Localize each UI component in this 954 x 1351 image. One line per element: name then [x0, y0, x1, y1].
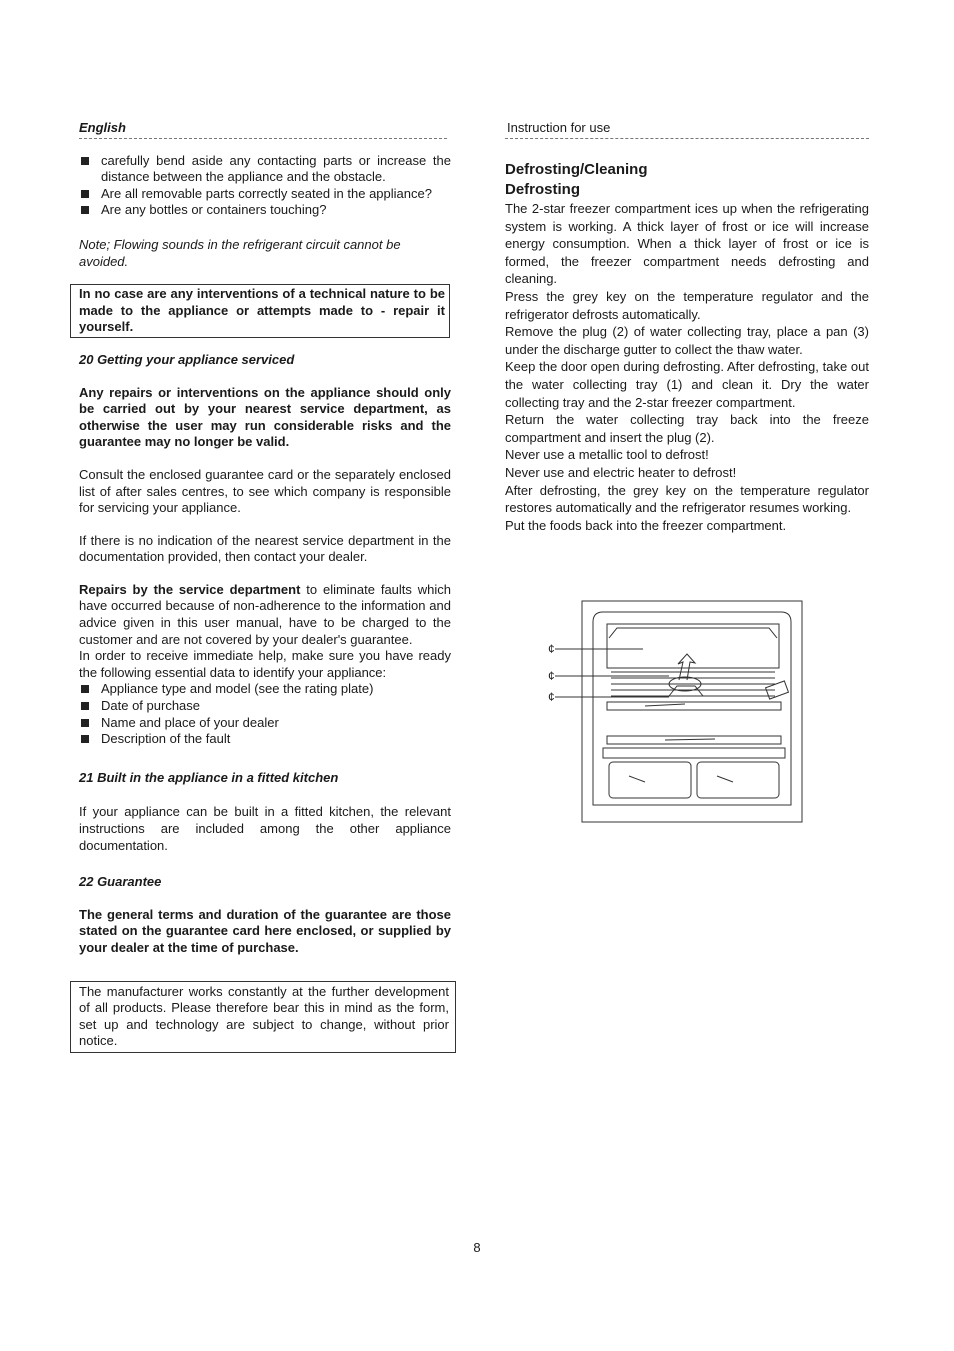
- list-item: Name and place of your dealer: [79, 715, 451, 732]
- paragraph: Return the water collecting tray back into the freeze compartment and insert the plug (2).: [505, 412, 869, 445]
- section-20-title: 20 Getting your appliance serviced: [79, 351, 295, 367]
- paragraph: After defrosting, the grey key on the temperature regulator restores automatically and the refrigerator resumes working.: [505, 482, 869, 516]
- page-number: 8: [473, 1240, 481, 1255]
- section-20-paragraph: [79, 582, 451, 648]
- section-22-terms: The general terms and duration of the guarantee are those stated on the guarantee card here enclosed, or supplied by your dealer at the time of purchase.: [79, 906, 451, 955]
- notice-box: The manufacturer works constantly at the further development of all products. Please therefore bear this in mind as the form, set up and technology are subject to change, without prior notice.: [70, 981, 456, 1053]
- crisper-drawer-right: [697, 762, 779, 798]
- essential-data-list: [79, 681, 451, 747]
- section-21-title: 21 Built in the appliance in a fitted kitchen: [79, 769, 339, 785]
- list-item: Are any bottles or containers touching?: [79, 202, 451, 219]
- left-column: [79, 120, 451, 1053]
- crisper-cover: [603, 748, 785, 758]
- shelf-2: [607, 736, 781, 744]
- refrigerator-diagram: [545, 600, 805, 825]
- section-22-title: 22 Guarantee: [79, 874, 162, 890]
- repairs-lead: Repairs by the service department: [79, 581, 301, 597]
- paragraph: The 2-star freezer compartment ices up when the refrigerating system is working. A thick layer of frost or ice will increase energy consumption. When a thick layer of frost or ice is formed, the freezer compartment needs defrosting and cleaning.: [505, 201, 869, 287]
- section-21-paragraph: If your appliance can be built in a fitted kitchen, the relevant instructions are included among the other appliance documentation.: [79, 804, 451, 853]
- list-item: carefully bend aside any contacting parts or increase the distance between the appliance and the obstacle.: [79, 153, 451, 186]
- section-20-paragraph: If there is no indication of the nearest service department in the documentation provided, then contact your dealer.: [79, 532, 451, 565]
- callout-3: ¢: [548, 690, 555, 704]
- crisper-drawer-left: [609, 762, 691, 798]
- list-item: Date of purchase: [79, 698, 451, 715]
- paragraph: Press the grey key on the temperature regulator and the refrigerator defrosts automatically.: [505, 288, 869, 322]
- shelf-1: [607, 702, 781, 710]
- paragraph: Never use a metallic tool to defrost!: [505, 447, 709, 463]
- refrigerator-illustration: [545, 600, 805, 825]
- callout-1: ¢: [548, 642, 555, 656]
- note-text: Note; Flowing sounds in the refrigerant circuit cannot be avoided.: [79, 236, 401, 269]
- warning-box: In no case are any interventions of a technical nature to be made to the appliance or attempts made to - repair it yourself.: [70, 284, 450, 338]
- callout-2: ¢: [548, 669, 555, 683]
- language-header: English: [79, 120, 447, 139]
- paragraph: Keep the door open during defrosting. After defrosting, take out the water collecting tray (1) and clean it. Dry the water collecting tray and the 2-star freezer compartment.: [505, 359, 869, 410]
- section-20-paragraph: Consult the enclosed guarantee card or the separately enclosed list of after sales centres, to see which company is responsible for servicing your appliance.: [79, 466, 451, 516]
- section-title: Defrosting/Cleaning: [505, 161, 648, 178]
- list-item: Are all removable parts correctly seated in the appliance?: [79, 186, 451, 203]
- fridge-inner-cavity: [593, 612, 791, 805]
- right-column: [505, 120, 869, 534]
- list-item: Appliance type and model (see the rating plate): [79, 681, 451, 698]
- instruction-header: Instruction for use: [505, 120, 869, 139]
- list-item: Description of the fault: [79, 731, 451, 748]
- fridge-outer-frame: [582, 601, 802, 822]
- section-subtitle: Defrosting: [505, 181, 580, 198]
- repairs-text: to eliminate faults which have occurred because of non-adherence to the information and advice given in this user manual, have to be charged to the customer and are not covered by your dealer's guarantee.: [79, 581, 452, 647]
- paragraph: Put the foods back into the freezer compartment.: [505, 517, 787, 533]
- paragraph: Never use and electric heater to defrost!: [505, 464, 737, 480]
- defrost-instructions: [505, 200, 869, 534]
- check-list: [79, 153, 451, 219]
- paragraph: Remove the plug (2) of water collecting tray, place a pan (3) under the discharge gutter to collect the thaw water.: [505, 324, 869, 357]
- section-20-warning: Any repairs or interventions on the appliance should only be carried out by your nearest service department, as otherwise the user may run considerable risks and the guarantee may no longer be valid.: [79, 384, 451, 450]
- section-20-paragraph: In order to receive immediate help, make sure you have ready the following essential data to identify your appliance:: [79, 648, 451, 680]
